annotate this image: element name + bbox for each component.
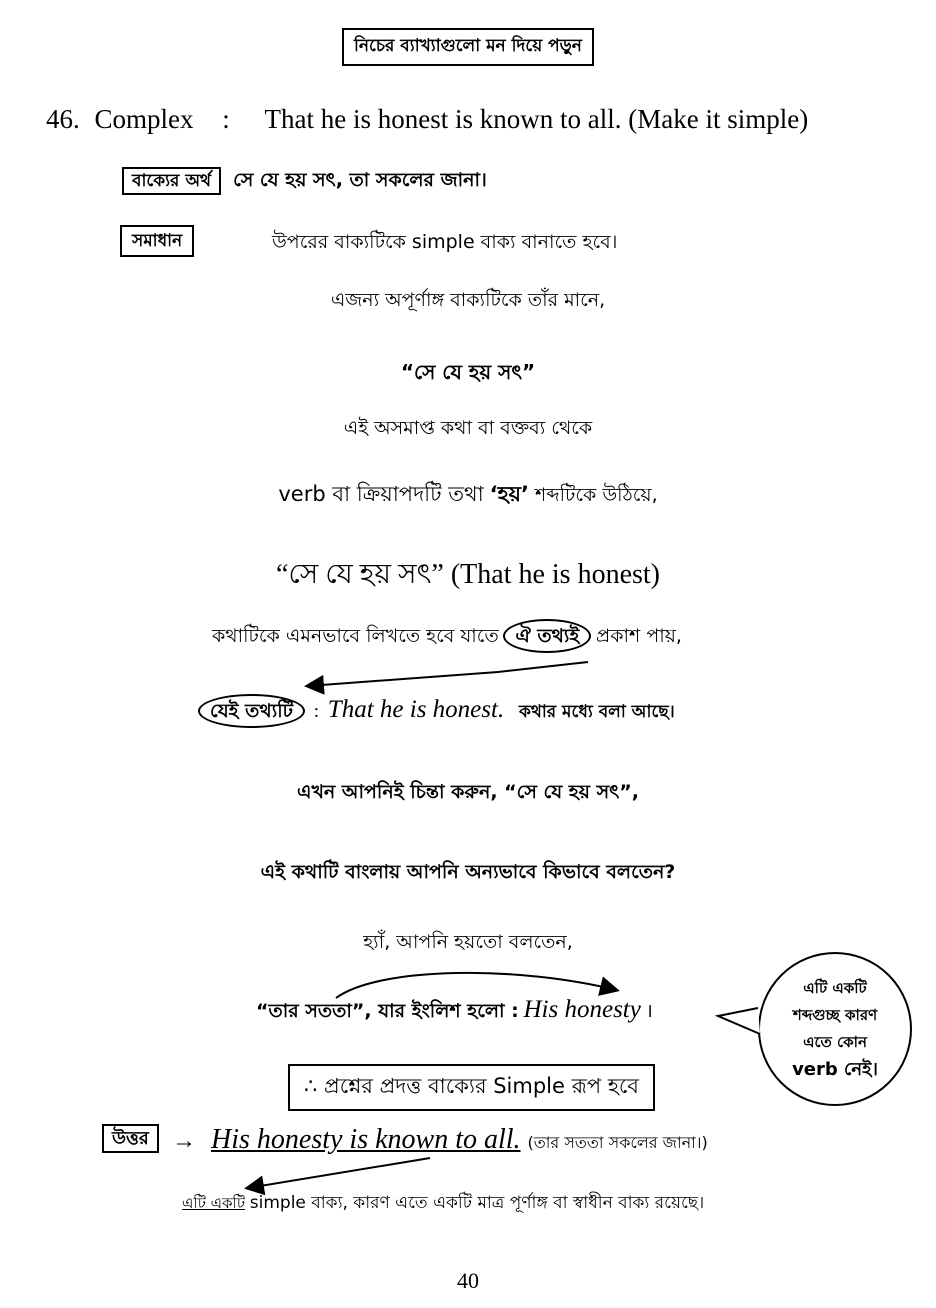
meaning-text: সে যে হয় সৎ, তা সকলের জানা। bbox=[233, 169, 487, 191]
phrase-note-bubble: এটি একটি শব্দগুচ্ছ কারণ এতে কোন verb নেই। bbox=[758, 952, 912, 1106]
bubble-tail bbox=[718, 1008, 760, 1034]
question-type: Complex bbox=[94, 104, 194, 134]
solution-line-3: “সে যে হয় সৎ” bbox=[400, 360, 536, 384]
answer-sentence: His honesty is known to all. bbox=[211, 1124, 521, 1155]
solution-line-1: উপরের বাক্যটিকে simple বাক্য বানাতে হবে। bbox=[272, 231, 618, 253]
solution-line-11: হ্যাঁ, আপনি হয়তো বলতেন, bbox=[363, 931, 573, 953]
solution-line-6: “সে যে হয় সৎ” (That he is honest) bbox=[275, 559, 661, 590]
arrow-oval-to-oval bbox=[308, 662, 588, 686]
answer-line bbox=[172, 1124, 708, 1157]
answer-translation: (তার সততা সকলের জানা।) bbox=[527, 1133, 708, 1152]
arrow-honesty-curve bbox=[336, 973, 616, 998]
answer-note: এটি একটি simple বাক্য, কারণ এতে একটি মাত্র পূর্ণাঙ্গ বা স্বাধীন বাক্য রয়েছে। bbox=[182, 1193, 705, 1213]
solution-label: সমাধান bbox=[120, 225, 194, 257]
solution-line-2: এজন্য অপূর্ণাঙ্গ বাক্যটিকে তাঁর মানে, bbox=[330, 289, 606, 311]
header-note: নিচের ব্যাখ্যাগুলো মন দিয়ে পড়ুন bbox=[342, 28, 594, 66]
question-line bbox=[46, 104, 808, 135]
page-number: 40 bbox=[457, 1268, 479, 1293]
conclusion-box: ∴ প্রশ্নের প্রদত্ত বাক্যের Simple রূপ হবে bbox=[288, 1064, 655, 1111]
solution-line-9: এখন আপনিই চিন্তা করুন, “সে যে হয় সৎ”, bbox=[296, 781, 639, 803]
question-number: 46. bbox=[46, 104, 80, 134]
answer-label: উত্তর bbox=[102, 1124, 159, 1153]
solution-line-5: verb বা ক্রিয়াপদটি তথা ‘হয়’ শব্দটিকে উঠিয়ে, bbox=[278, 482, 658, 506]
question-sentence: That he is honest is known to all. (Make it simple) bbox=[264, 104, 809, 134]
answer-arrow: → bbox=[172, 1128, 196, 1154]
question-colon: : bbox=[222, 104, 230, 134]
meaning-label: বাক্যের অর্থ bbox=[122, 167, 221, 195]
solution-line-12: “তার সততা”, যার ইংলিশ হলো : His honesty । bbox=[256, 996, 653, 1023]
solution-line-4: এই অসমাপ্ত কথা বা বক্তব্য থেকে bbox=[343, 417, 593, 439]
solution-line-8: যেই তথ্যটি : That he is honest. কথার মধ্যে বলা আছে। bbox=[198, 696, 675, 729]
info-oval-1: ঐ তথ্যই bbox=[503, 619, 591, 653]
solution-line-10: এই কথাটি বাংলায় আপনি অন্যভাবে কিভাবে বলতেন? bbox=[260, 861, 676, 883]
info-oval-2: যেই তথ্যটি bbox=[198, 694, 305, 728]
arrow-answer-note bbox=[248, 1158, 430, 1188]
solution-line-7: কথাটিকে এমনভাবে লিখতে হবে যাতে ঐ তথ্যই প্রকাশ পায়, bbox=[212, 622, 682, 654]
